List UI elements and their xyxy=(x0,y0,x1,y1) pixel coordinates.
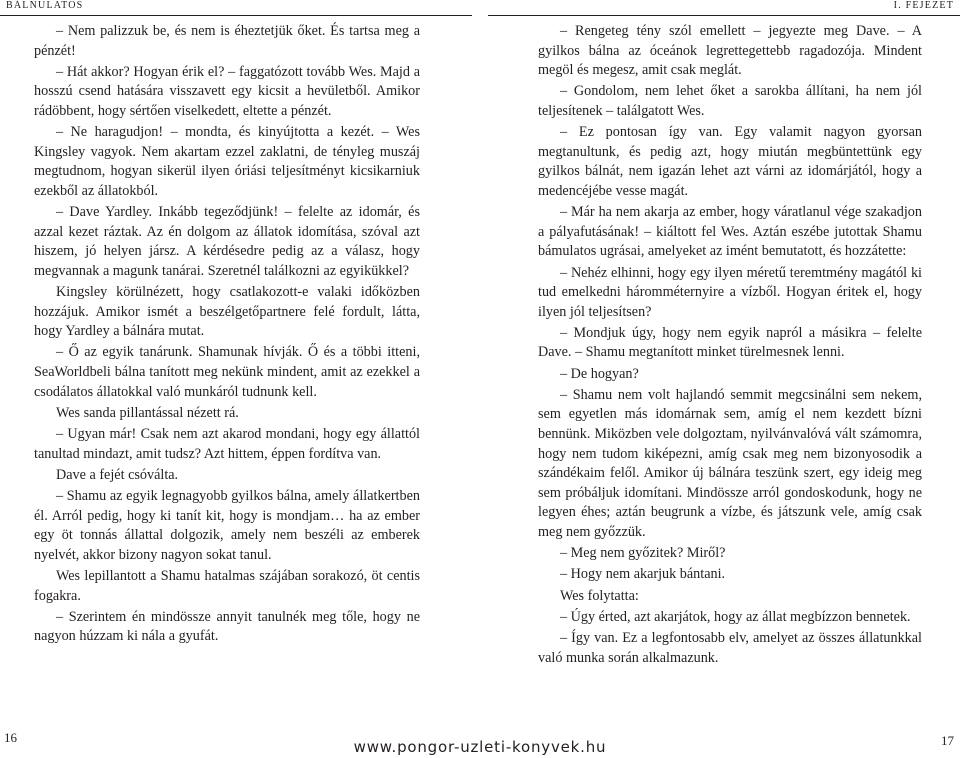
paragraph: – Nem palizzuk be, és nem is éheztetjük őket. És tartsa meg a pénzét! xyxy=(34,23,420,59)
paragraph: – Meg nem győzitek? Miről? xyxy=(560,545,726,562)
paragraph: – Hogy nem akarjuk bántani. xyxy=(560,566,726,583)
paragraph: Wes lepillantott a Shamu hatalmas szájában sorakozó, öt centis fogakra. xyxy=(34,567,420,604)
paragraph: – Ugyan már! Csak nem azt akarod mondani, hogy egy állattól tanultad mindazt, amit tudsz? Azt hittem, éppen fordítva van. xyxy=(34,426,420,462)
paragraph: – Szerintem én mindössze annyit tanulnék meg tőle, hogy ne nagyon húzzam ki nála a gyufát. xyxy=(34,608,420,645)
paragraph: – Ő az egyik tanárunk. Shamunak hívják. Ő és a többi itteni, SeaWorldbeli bálna tanított meg nekünk mindent, amit az ezekkel a csodálatos állatokkal való munkáról tudnunk kell. xyxy=(34,344,420,400)
page-number-left: 16 xyxy=(4,730,17,745)
left-page-text xyxy=(34,22,420,649)
paragraph: – Shamu nem volt hajlandó semmit megcsinálni sem nekem, sem egyetlen más idomárnak sem, amíg el nem kezdett bízni bennünk. Miközben vele dolgoztam, nyilvánvalóvá vált számomra, hogy nem tudom kiképezni, amíg csak meg nem bizonyosodik a szándékaim felől. Amikor új bálnára teszünk szert, egy ideig meg sem próbáljuk idomítani. Mindössze arról gondoskodunk, hogy ne legyen éhes; aztán beugrunk a vízbe, és játszunk vele, amíg csak meg nem győzzük. xyxy=(538,386,922,540)
running-header-left: BÁLNULATOS xyxy=(6,0,84,11)
header-rule-right xyxy=(488,15,960,16)
header-rule-left xyxy=(0,15,472,16)
paragraph: – Ne haragudjon! – mondta, és kinyújtotta a kezét. – Wes Kingsley vagyok. Nem akartam ezzel zaklatni, de tényleg muszáj megtudnom, hogyan sikerül ilyen óriási teljesítményt kicsikarniuk ezekből az állatokból. xyxy=(34,124,420,199)
paragraph: – Shamu az egyik legnagyobb gyilkos bálna, amely állatkertben él. Arról pedig, hogy ki tanít kit, hogy is mondjam… ha az ember egy öt tonnás állattal dolgozik, amely nem beszéli az emberek nyelvét, akkor bizony nagyon sokat tanul. xyxy=(34,488,420,563)
paragraph: Kingsley körülnézett, hogy csatlakozott-e valaki időközben hozzájuk. Amikor ismét a beszélgetőpartnere felé fordult, látta, hogy Yardley a bálnára mutat. xyxy=(34,284,420,340)
paragraph: – De hogyan? xyxy=(560,365,639,382)
paragraph: – Így van. Ez a legfontosabb elv, amelyet az összes állatunkkal való munka során alkalmazunk. xyxy=(538,629,922,666)
paragraph: Wes sanda pillantással nézett rá. xyxy=(56,404,239,421)
footer-website-url: www.pongor-uzleti-konyvek.hu xyxy=(353,738,607,756)
paragraph: – Hát akkor? Hogyan érik el? – faggatózott tovább Wes. Majd a hosszú csend hatására visszavett egy kicsit a hevületből. Amikor rádöbbent, hogy sértően viselkedett, eltette a pénzét. xyxy=(34,63,420,119)
paragraph: – Rengeteg tény szól emellett – jegyezte meg Dave. – A gyilkos bálna az óceánok legrettegettebb ragadozója. Mindent megöl és megesz, amit csak meglát. xyxy=(538,23,922,79)
paragraph: – Gondolom, nem lehet őket a sarokba állítani, ha nem jól teljesítenek – találgatott Wes. xyxy=(538,83,922,119)
paragraph: – Ez pontosan így van. Egy valamit nagyon gyorsan megtanultunk, és pedig azt, hogy miután megbüntettünk egy gyilkos bálnát, nem igazán lehet azt várni az idomárjától, hogy a medencéjébe vesse magát. xyxy=(538,124,922,199)
paragraph: – Úgy érted, azt akarjátok, hogy az állat megbízzon bennetek. xyxy=(560,608,911,625)
paragraph: – Mondjuk úgy, hogy nem egyik napról a másikra – felelte Dave. – Shamu megtanított minket türelmesnek lenni. xyxy=(538,324,922,361)
paragraph: Dave a fejét csóválta. xyxy=(56,466,179,483)
paragraph: Wes folytatta: xyxy=(560,587,639,604)
right-page-text xyxy=(538,22,922,670)
page-number-right: 17 xyxy=(941,733,954,748)
running-header-right: I. FEJEZET xyxy=(893,0,954,11)
paragraph: – Nehéz elhinni, hogy egy ilyen méretű teremtmény magától ki tud emelkedni háromméternyire a vízből. Hogyan éritek el, hogy ilyen jól teljesítsen? xyxy=(538,264,922,320)
paragraph: – Dave Yardley. Inkább tegeződjünk! – felelte az idomár, és azzal kezet ráztak. Az én dolgom az állatok idomítása, szóval azt hiszem, jó helyen jársz. A kérdésedre pedig az a válasz, hogy megvannak a magunk tanárai. Szeretnél találkozni az egyikükkel? xyxy=(34,204,420,279)
paragraph: – Már ha nem akarja az ember, hogy váratlanul vége szakadjon a pályafutásának! – kiáltott fel Wes. Aztán eszébe jutottak Shamu bámulatos ugrásai, amelyeket az imént bemutatott, és hozzátette: xyxy=(538,204,922,260)
